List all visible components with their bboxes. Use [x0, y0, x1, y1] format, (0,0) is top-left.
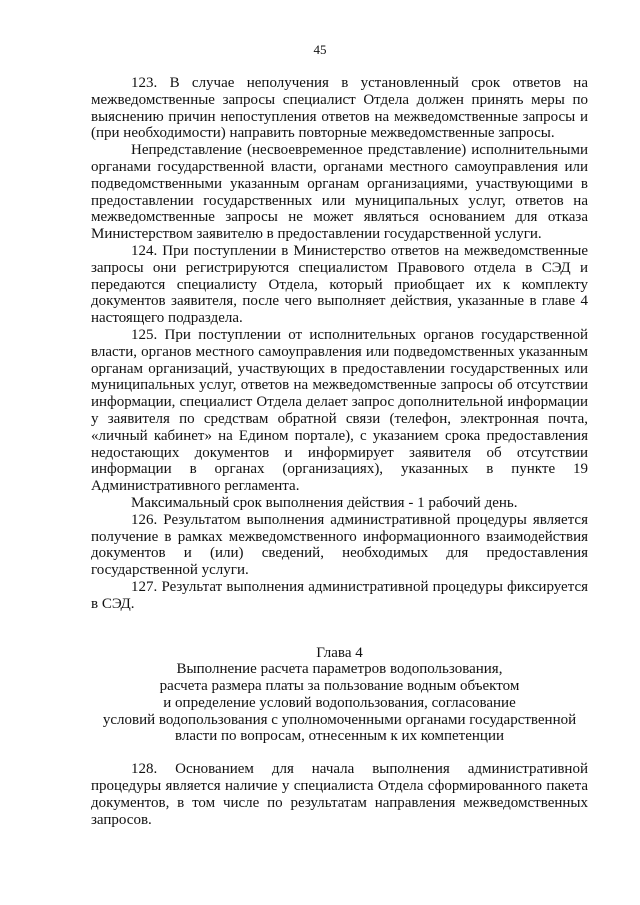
spacer — [91, 613, 588, 629]
page-content — [91, 75, 588, 828]
paragraph-126: 126. Результатом выполнения административной процедуры является получение в рамках межведомственного информационного взаимодействия документов и (или) сведений, необходимых для предоставления государственной услуги. — [91, 511, 588, 579]
paragraph-127: 127. Результат выполнения административной процедуры фиксируется в СЭД. — [91, 578, 588, 612]
paragraph-128: 128. Основанием для начала выполнения административной процедуры является наличие у специалиста Отдела сформированного пакета документов, в том числе по результатам направления межведомственных запросов. — [91, 761, 588, 828]
paragraph-max-term: Максимальный срок выполнения действия - 1 рабочий день. — [131, 494, 518, 511]
paragraph-124: 124. При поступлении в Министерство ответов на межведомственные запросы они регистрируются специалистом Правового отдела в СЭД и передаются специалисту Отдела, который приобщает их к комплекту документов заявителя, после чего выполняет действия, указанные в главе 4 настоящего подраздела. — [91, 242, 588, 327]
chapter-heading: Глава 4 — [316, 644, 363, 661]
chapter-title-line: и определение условий водопользования, согласование — [163, 694, 516, 711]
chapter-title-line: власти по вопросам, отнесенным к их компетенции — [174, 728, 504, 745]
chapter-title — [91, 661, 588, 745]
paragraph-123: 123. В случае неполучения в установленный срок ответов на межведомственные запросы специалист Отдела должен принять меры по выяснению причин непоступления ответов на межведомственные запросы и (при необходимости) направить повторные межведомственные запросы. — [91, 75, 588, 142]
chapter-title-line: расчета размера платы за пользование водным объектом — [159, 678, 520, 695]
page-number: 45 — [313, 42, 327, 57]
paragraph-125: 125. При поступлении от исполнительных органов государственной власти, органов местного самоуправления или подведомственных указанным органам организаций, участвующих в предоставлении государственных или муниципальных услуг, ответов на межведомственные запросы об отсутствии информации, специалист Отдела делает запрос дополнительной информации у заявителя по средствам обратной связи (телефон, электронная почта, «личный кабинет» на Едином портале), с указанием срока предоставления недостающих документов и информирует заявителя об отсутствии информации в органах (организациях), указанных в пункте 19 Административного регламента. — [91, 326, 588, 495]
chapter-title-line: Выполнение расчета параметров водопользования, — [176, 661, 503, 678]
spacer — [91, 745, 588, 761]
chapter-title-line: условий водопользования с уполномоченными органами государственной — [102, 711, 577, 728]
paragraph-nonsubmission: Непредставление (несвоевременное представление) исполнительными органами государственной власти, органами местного самоуправления или подведомственными указанным органам организациями, участвующими в предоставлении государственных или муниципальных услуг, ответов на межведомственные запросы не может являться основанием для отказа Министерством заявителю в предоставлении государственной услуги. — [91, 142, 588, 243]
